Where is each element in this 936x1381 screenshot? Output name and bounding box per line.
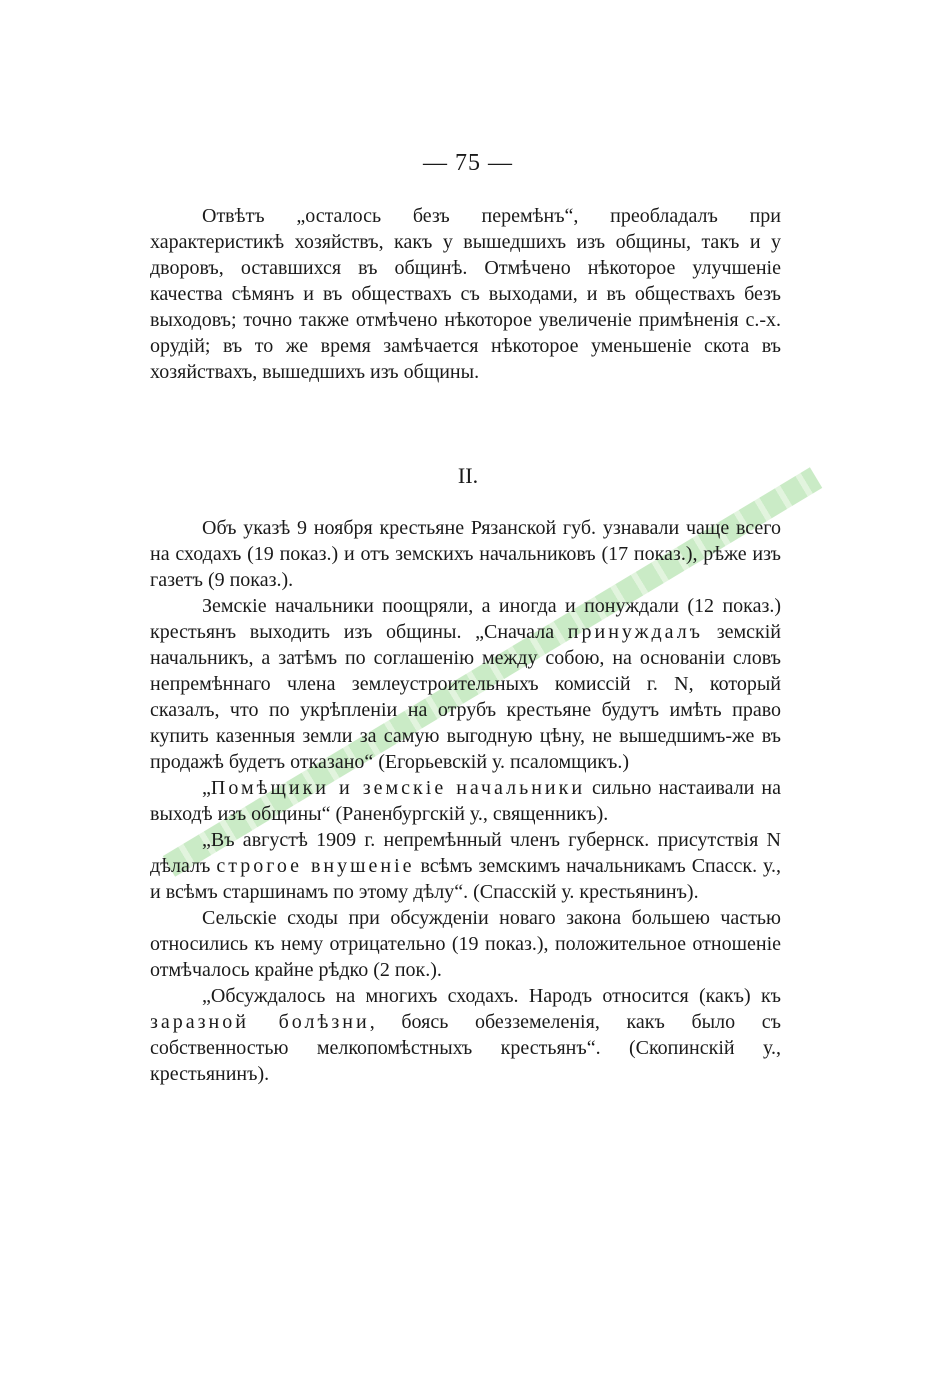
paragraph-3-text-b: земскій начальникъ, а затѣмъ по соглашенію между собою, на основаніи словъ непремѣннаго члена землеустроительныхъ комиссій г. N, который сказалъ, что по укрѣпленіи на отрубъ крестьяне будутъ имѣть право купить казенныя земли за самую выгодную цѣну, не вышедшимъ-же въ продажѣ будетъ отказано“ (Егорьевскій у. псаломщикъ.)	[150, 621, 781, 773]
paragraph-3	[150, 593, 781, 775]
paragraph-3-text-a: Земскіе начальники поощряли, а иногда и понуждали (12 показ.) крестьянъ выходить изъ общины. „Сначала	[150, 595, 781, 643]
paragraph-5-spaced: строгое внушеніе	[216, 855, 415, 877]
paragraph-6: Сельскіе сходы при обсужденіи новаго закона большею частью относились къ нему отрицательно (19 показ.), положительное отношеніе отмѣчалось крайне рѣдко (2 пок.).	[150, 907, 781, 981]
paragraph-4	[150, 775, 781, 827]
paragraph-7-text-a: „Обсуждалось на многихъ сходахъ. Народъ относится (какъ) къ	[202, 985, 781, 1007]
paragraph-5-text-b: всѣмъ земскимъ начальникамъ Спасск. у., и всѣмъ старшинамъ по этому дѣлу“. (Спасскій у. крестьянинъ).	[150, 855, 782, 903]
paragraph-5	[150, 827, 781, 905]
page-number: — 75 —	[423, 150, 513, 176]
paragraph-7-spaced: заразной болѣзни	[150, 1011, 370, 1033]
paragraph-1: Отвѣтъ „осталось безъ перемѣнъ“, преобладалъ при характеристикѣ хозяйствъ, какъ у вышедшихъ изъ общины, такъ и у дворовъ, оставшихся въ общинѣ. Отмѣчено нѣкоторое улучшеніе качества сѣмянъ и въ обществахъ съ выходами, и въ обществахъ безъ выходовъ; точно также отмѣчено нѣкоторое увеличеніе примѣненія с.-х. орудій; въ то же время замѣчается нѣкоторое уменьшеніе скота въ хозяйствахъ, вышедшихъ изъ общины.	[150, 205, 781, 383]
paragraph-4-text-b: сильно настаивали на выходѣ изъ общины“ (Раненбургскій у., священникъ).	[150, 777, 781, 825]
paragraph-4-open: „	[202, 777, 211, 799]
section-heading: II.	[457, 463, 479, 488]
paragraph-3-spaced: принуждалъ	[567, 621, 704, 643]
paragraph-7	[150, 983, 781, 1087]
paragraph-5-text-a: „Въ августѣ 1909 г. непремѣнный членъ губернск. присутствія N дѣлалъ	[150, 829, 781, 877]
text-block-main	[150, 515, 781, 1087]
paragraph-4-spaced: Помѣщики и земскіе начальники	[210, 777, 586, 799]
paragraph-2: Объ указѣ 9 ноября крестьяне Рязанской губ. узнавали чаще всего на сходахъ (19 показ.) и отъ земскихъ начальниковъ (17 показ.), рѣже изъ газетъ (9 показ.).	[150, 517, 781, 591]
text-block-top	[150, 203, 781, 385]
paragraph-7-text-b: , боясь обезземеленія, какъ было съ собственностью мелкопомѣстныхъ крестьянъ“. (Скопинскій у., крестьянинъ).	[150, 1011, 781, 1085]
